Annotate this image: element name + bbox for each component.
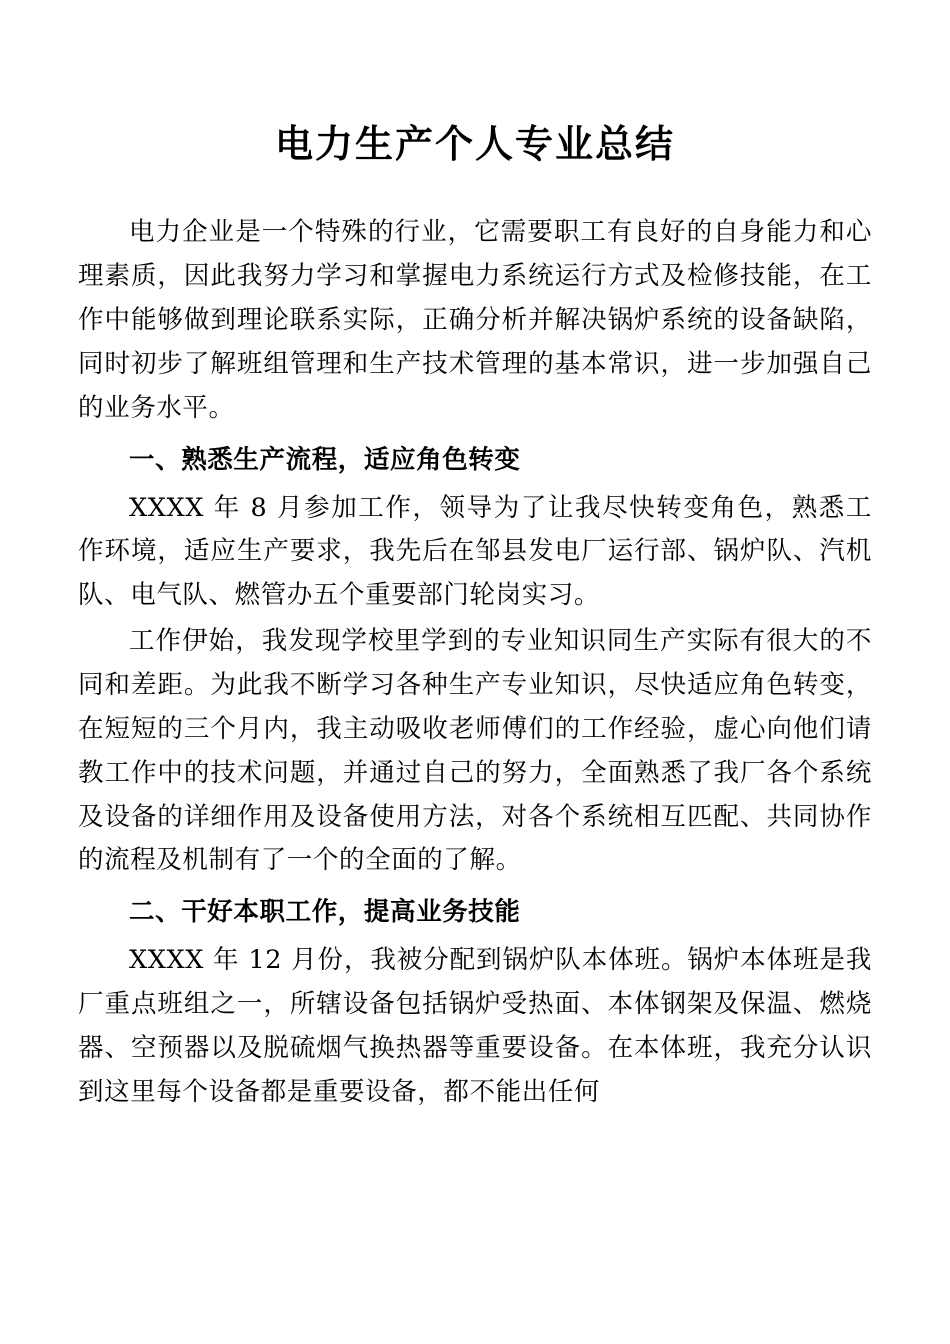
paragraph-section-one-a: XXXX 年 8 月参加工作，领导为了让我尽快转变角色，熟悉工作环境，适应生产要求，我先后在邹县发电厂运行部、锅炉队、汽机队、电气队、燃管办五个重要部门轮岗实习。 — [78, 492, 872, 611]
paragraph-section-two-a: XXXX 年 12 月份，我被分配到锅炉队本体班。锅炉本体班是我厂重点班组之一，所辖设备包括锅炉受热面、本体钢架及保温、燃烧器、空预器以及脱硫烟气换热器等重要设备。在本体班，我充分认识到这里每个设备都是重要设备，都不能出任何 — [78, 945, 872, 1107]
section-heading-one: 一、熟悉生产流程，适应角色转变 — [129, 444, 521, 475]
section-heading-two: 二、干好本职工作，提高业务技能 — [129, 897, 521, 928]
paragraph-section-one-b: 工作伊始，我发现学校里学到的专业知识同生产实际有很大的不同和差距。为此我不断学习各种生产专业知识，尽快适应角色转变，在短短的三个月内，我主动吸收老师傅们的工作经验，虚心向他们请教工作中的技术问题，并通过自己的努力，全面熟悉了我厂各个系统及设备的详细作用及设备使用方法，对各个系统相互匹配、共同协作的流程及机制有了一个的全面的了解。 — [78, 626, 872, 876]
page-title: 电力生产个人专业总结 — [274, 122, 675, 166]
paragraph-intro: 电力企业是一个特殊的行业，它需要职工有良好的自身能力和心理素质，因此我努力学习和掌握电力系统运行方式及检修技能，在工作中能够做到理论联系实际，正确分析并解决锅炉系统的设备缺陷，同时初步了解班组管理和生产技术管理的基本常识，进一步加强自己的业务水平。 — [78, 217, 872, 423]
